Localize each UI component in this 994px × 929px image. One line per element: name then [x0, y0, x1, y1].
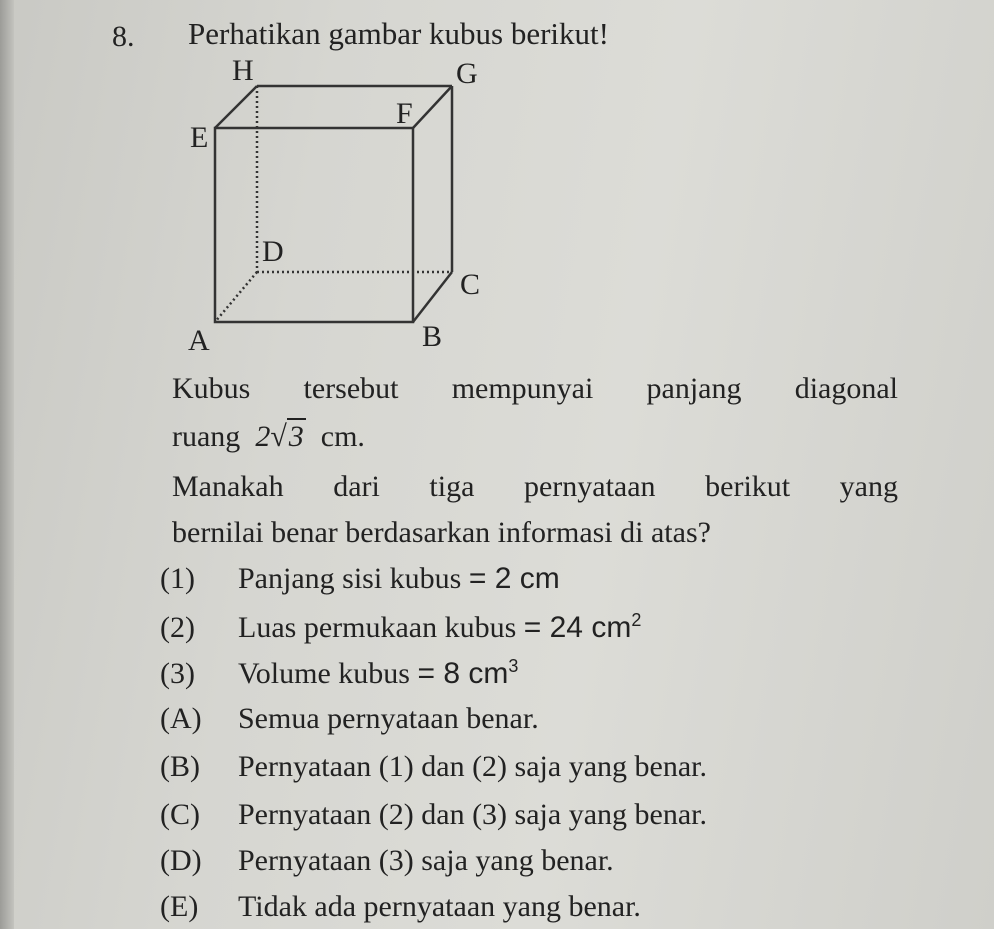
vertex-label-e: E — [190, 121, 209, 154]
option-letter: (C) — [160, 798, 200, 831]
vertex-label-b: B — [422, 320, 443, 353]
option-a[interactable] — [160, 702, 539, 736]
option-text: Pernyataan (3) saja yang benar. — [238, 844, 614, 877]
edge-da-hidden — [215, 272, 257, 322]
page-edge — [0, 0, 14, 929]
vertex-label-g: G — [456, 57, 478, 90]
vertex-label-h: H — [232, 54, 254, 87]
statement-number: (2) — [160, 611, 195, 644]
option-text: Tidak ada pernyataan yang benar. — [238, 890, 641, 923]
diagonal-radicand: 3 — [288, 420, 304, 453]
statement-number: (3) — [160, 657, 195, 690]
body-line-2 — [172, 420, 365, 454]
statement-2 — [160, 610, 641, 645]
option-letter: (B) — [160, 750, 200, 783]
statement-text: Luas permukaan kubus — [238, 611, 517, 644]
option-letter: (D) — [160, 844, 202, 877]
diagonal-coefficient: 2 — [255, 420, 271, 453]
vertex-label-d: D — [262, 235, 284, 268]
front-face — [215, 128, 413, 322]
option-text: Pernyataan (2) dan (3) saja yang benar. — [238, 798, 707, 831]
option-letter: (E) — [160, 890, 199, 923]
option-letter: (A) — [160, 702, 202, 735]
edge-fg — [413, 86, 452, 128]
statement-math: = 8 cm — [417, 657, 509, 690]
vertex-label-c: C — [460, 268, 481, 301]
diagonal-unit: cm. — [320, 420, 365, 453]
vertex-label-f: F — [396, 97, 413, 130]
option-c[interactable] — [160, 798, 707, 832]
body-line-4: bernilai benar berdasarkan informasi di atas? — [172, 516, 711, 549]
statement-exponent: 3 — [508, 656, 519, 676]
cube-figure — [170, 50, 510, 360]
vertex-label-a: A — [188, 324, 210, 357]
option-d[interactable] — [160, 844, 614, 878]
statement-exponent: 2 — [631, 610, 642, 630]
body-line-1: Kubus tersebut mempunyai panjang diagonal — [172, 372, 898, 405]
statement-number: (1) — [160, 562, 195, 595]
question-number: 8. — [112, 20, 135, 53]
sqrt-symbol: √ — [270, 420, 287, 453]
statement-math: = 24 cm — [523, 611, 632, 644]
question-title: Perhatikan gambar kubus berikut! — [188, 16, 609, 51]
option-e[interactable] — [160, 890, 641, 924]
statement-text: Panjang sisi kubus — [238, 562, 462, 595]
statement-text: Volume kubus — [238, 657, 410, 690]
statement-3 — [160, 656, 518, 691]
option-b[interactable] — [160, 750, 707, 784]
option-text: Pernyataan (1) dan (2) saja yang benar. — [238, 750, 707, 783]
option-text: Semua pernyataan benar. — [238, 702, 539, 735]
body-line-2-prefix: ruang — [172, 420, 241, 453]
body-line-3: Manakah dari tiga pernyataan berikut yang — [172, 470, 898, 503]
statement-1 — [160, 562, 560, 596]
statement-math: = 2 cm — [468, 562, 560, 595]
edge-bc — [413, 272, 452, 322]
edge-eh — [215, 86, 257, 128]
